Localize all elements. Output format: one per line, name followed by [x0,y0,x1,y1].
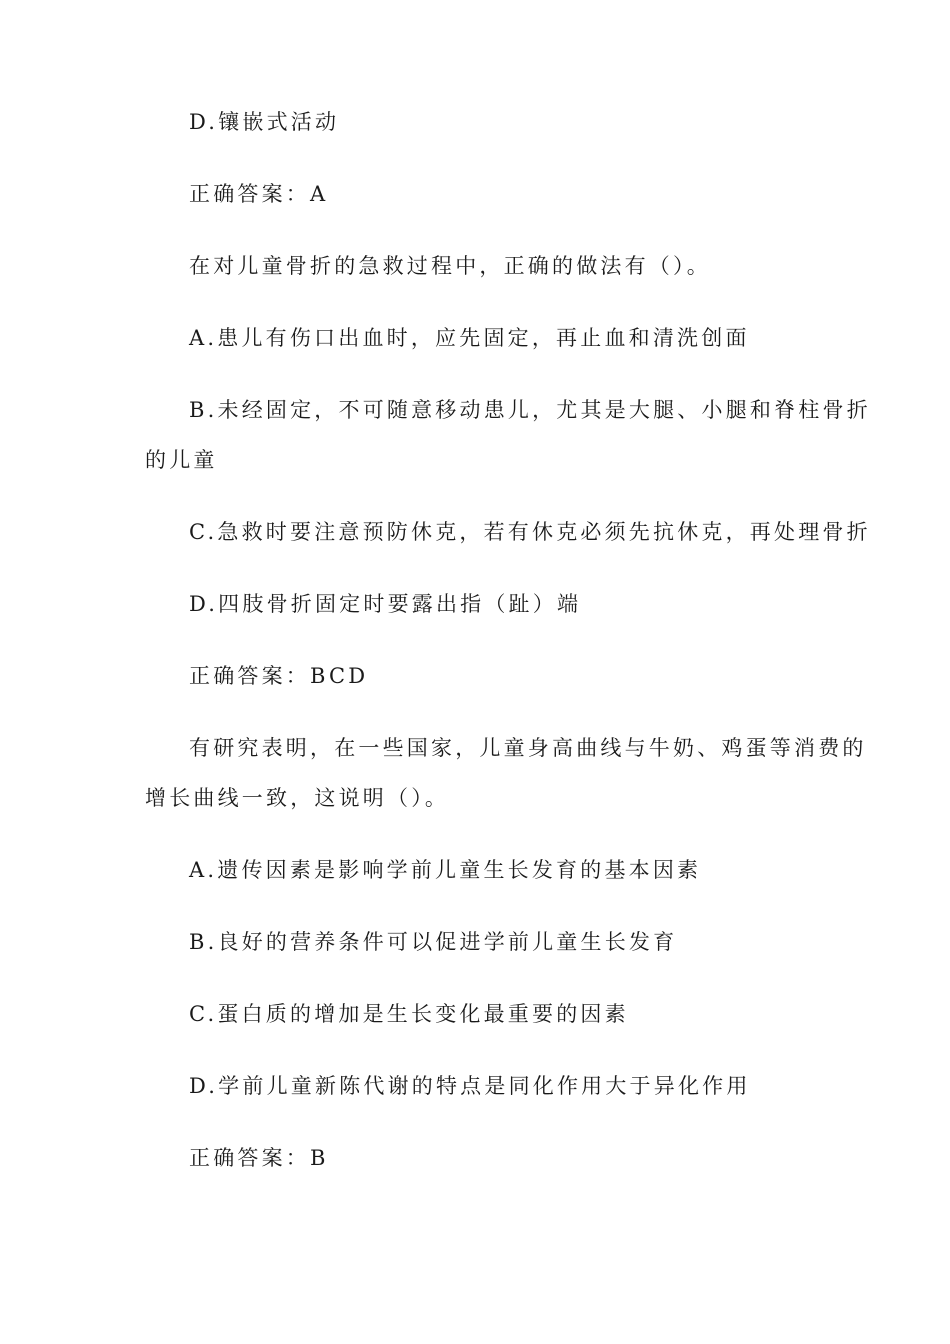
q1-answer: 正确答案：BCD [189,664,369,688]
q1-option-b-continued: 的儿童 [145,448,218,472]
q2-option-b: B.良好的营养条件可以促进学前儿童生长发育 [189,930,678,954]
q1-option-c: C.急救时要注意预防休克，若有休克必须先抗休克，再处理骨折 [189,520,871,544]
q1-option-b: B.未经固定，不可随意移动患儿，尤其是大腿、小腿和脊柱骨折 [189,398,871,422]
q2-stem-continued: 增长曲线一致，这说明（）。 [145,786,450,810]
q2-answer: 正确答案：B [189,1146,329,1170]
q2-stem: 有研究表明，在一些国家，儿童身高曲线与牛奶、鸡蛋等消费的 [189,736,867,760]
q0-option-d: D.镶嵌式活动 [189,110,340,134]
q0-answer: 正确答案：A [189,182,329,206]
q2-option-d: D.学前儿童新陈代谢的特点是同化作用大于异化作用 [189,1074,751,1098]
q2-option-c: C.蛋白质的增加是生长变化最重要的因素 [189,1002,629,1026]
q1-option-d: D.四肢骨折固定时要露出指（趾）端 [189,592,582,616]
q2-option-a: A.遗传因素是影响学前儿童生长发育的基本因素 [189,858,702,882]
q1-option-a: A.患儿有伤口出血时，应先固定，再止血和清洗创面 [189,326,750,350]
q1-stem: 在对儿童骨折的急救过程中，正确的做法有（）。 [189,254,711,278]
